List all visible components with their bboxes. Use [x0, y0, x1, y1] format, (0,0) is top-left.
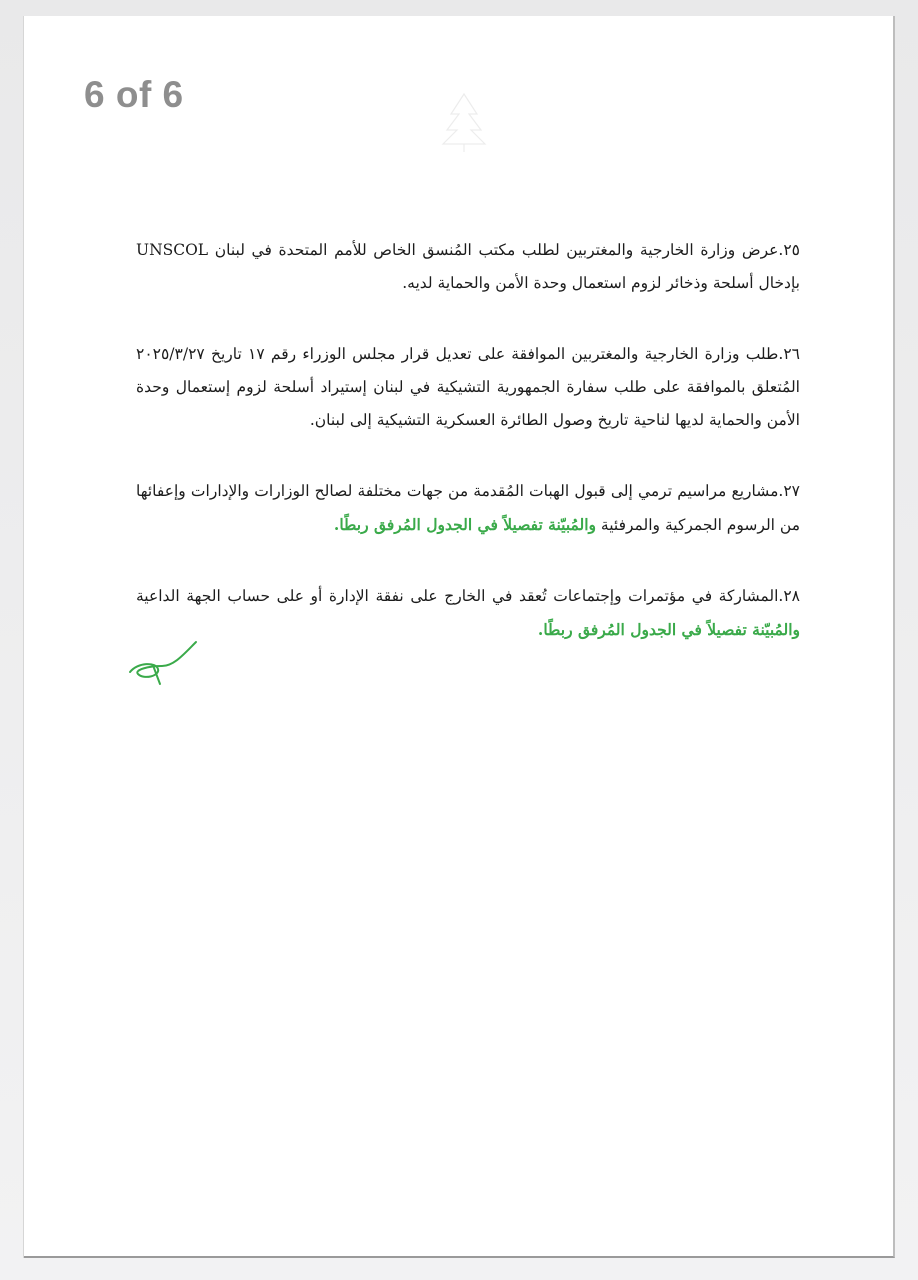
- agenda-items: [136, 234, 800, 685]
- item-text: المشاركة في مؤتمرات وإجتماعات تُعقد في الخارج على نفقة الإدارة أو على حساب الجهة الداعية: [136, 587, 779, 605]
- item-number: ٢٦.: [778, 345, 800, 363]
- handwritten-signature: [124, 636, 204, 686]
- agenda-item-26: [136, 338, 800, 437]
- item-number: ٢٥.: [778, 241, 800, 259]
- item-text: عرض وزارة الخارجية والمغتربين لطلب مكتب المُنسق الخاص للأمم المتحدة في لبنان UNSCOL بإدخال أسلحة وذخائر لزوم استعمال وحدة الأمن والحماية لديه.: [136, 241, 800, 292]
- item-highlight: والمُبيّنة تفصيلاً في الجدول المُرفق ربطًا.: [333, 515, 596, 534]
- item-highlight: والمُبيّنة تفصيلاً في الجدول المُرفق ربطًا.: [537, 620, 800, 639]
- document-page: [24, 16, 895, 1258]
- item-text: مشاريع مراسيم ترمي إلى قبول الهبات المُقدمة من جهات مختلفة لصالح الوزارات والإدارات وإعفائها من الرسوم الجمركية والمرفئية: [136, 482, 800, 534]
- item-number: ٢٨.: [778, 587, 800, 605]
- agenda-item-27: [136, 475, 800, 542]
- item-number: ٢٧.: [778, 482, 800, 500]
- cedar-emblem-icon: [429, 86, 499, 156]
- agenda-item-25: [136, 234, 800, 300]
- page-counter: 6 of 6: [84, 74, 184, 115]
- agenda-item-28: [136, 580, 800, 647]
- item-text: طلب وزارة الخارجية والمغتربين الموافقة على تعديل قرار مجلس الوزراء رقم ١٧ تاريخ ٢٠٢٥/٣/٢٧ المُتعلق بالموافقة على طلب سفارة الجمهورية التشيكية في لبنان إستيراد أسلحة لزوم إستعمال وحدة الأمن والحماية لديها لناحية تاريخ وصول الطائرة العسكرية التشيكية إلى لبنان.: [136, 345, 800, 429]
